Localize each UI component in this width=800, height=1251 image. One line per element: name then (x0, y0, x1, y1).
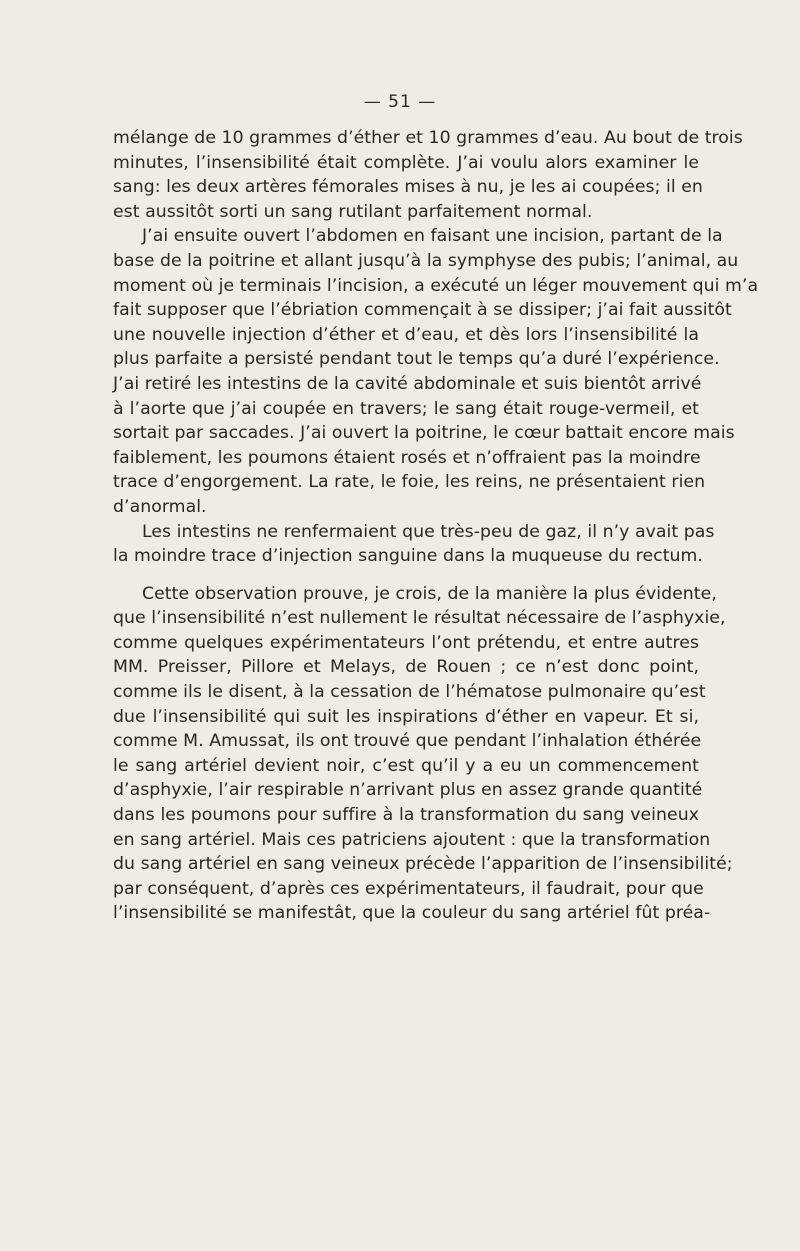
text-line: due l’insensibilité qui suit les inspirations d’éther en vapeur. Et si, (113, 706, 699, 727)
text-line: trace d’engorgement. La rate, le foie, les reins, ne présentaient rien (113, 472, 706, 493)
text-line: base de la poitrine et allant jusqu’à la symphyse des pubis; l’animal, au (113, 250, 739, 271)
text-line: la moindre trace d’injection sanguine dans la muqueuse du rectum. (113, 546, 703, 567)
text-line: à l’aorte que j’ai coupée en travers; le sang était rouge-vermeil, et (113, 398, 699, 419)
text-line: plus parfaite a persisté pendant tout le temps qu’a duré l’expérience. (113, 349, 720, 370)
text-line: J’ai retiré les intestins de la cavité abdominale et suis bientôt arrivé (113, 373, 702, 394)
text-line: sang: les deux artères fémorales mises à nu, je les ai coupées; il en (113, 177, 703, 198)
text-line: Cette observation prouve, je crois, de la manière la plus évidente, (142, 583, 717, 604)
paragraph-gap (113, 569, 699, 582)
text-line: faiblement, les poumons étaient rosés et n’offraient pas la moindre (113, 447, 701, 468)
text-line: sortait par saccades. J’ai ouvert la poitrine, le cœur battait encore mais (113, 423, 735, 444)
text-line: d’anormal. (113, 496, 207, 517)
paragraph (113, 520, 715, 569)
text-line: par conséquent, d’après ces expérimentateurs, il faudrait, pour que (113, 878, 704, 899)
text-line: d’asphyxie, l’air respirable n’arrivant plus en assez grande quantité (113, 780, 703, 801)
text-line: Les intestins ne renfermaient que très-peu de gaz, il n’y avait pas (142, 521, 715, 542)
text-line: moment où je terminais l’incision, a exécuté un léger mouvement qui m’a (113, 275, 759, 296)
text-line: une nouvelle injection d’éther et d’eau, et dès lors l’insensibilité la (113, 324, 699, 345)
body-text (113, 126, 759, 926)
text-line: le sang artériel devient noir, c’est qu’il y a eu un commencement (113, 755, 699, 776)
text-line: comme quelques expérimentateurs l’ont prétendu, et entre autres (113, 632, 699, 653)
text-line: comme ils le disent, à la cessation de l’hématose pulmonaire qu’est (113, 682, 706, 703)
paragraph (113, 582, 733, 926)
text-line: que l’insensibilité n’est nullement le résultat nécessaire de l’asphyxie, (113, 608, 726, 629)
text-line: du sang artériel en sang veineux précède l’apparition de l’insensibilité; (113, 854, 733, 875)
text-line: J’ai ensuite ouvert l’abdomen en faisant une incision, partant de la (142, 226, 723, 247)
text-line: mélange de 10 grammes d’éther et 10 grammes d’eau. Au bout de trois (113, 128, 743, 148)
paragraph (113, 126, 743, 224)
text-line: est aussitôt sorti un sang rutilant parfaitement normal. (113, 201, 593, 222)
paragraph (113, 224, 759, 519)
text-line: l’insensibilité se manifestât, que la couleur du sang artériel fût préa- (113, 903, 711, 924)
text-line: comme M. Amussat, ils ont trouvé que pendant l’inhalation éthérée (113, 731, 702, 752)
page-number: — 51 — (363, 92, 437, 112)
text-line: fait supposer que l’ébriation commençait à se dissiper; j’ai fait aussitôt (113, 300, 732, 321)
text-line: dans les poumons pour suffire à la transformation du sang veineux (113, 805, 699, 826)
text-line: en sang artériel. Mais ces patriciens ajoutent : que la transformation (113, 829, 711, 850)
text-line: minutes, l’insensibilité était complète. J’ai voulu alors examiner le (113, 152, 699, 173)
text-line: MM. Preisser, Pillore et Melays, de Rouen ; ce n’est donc point, (113, 657, 699, 678)
